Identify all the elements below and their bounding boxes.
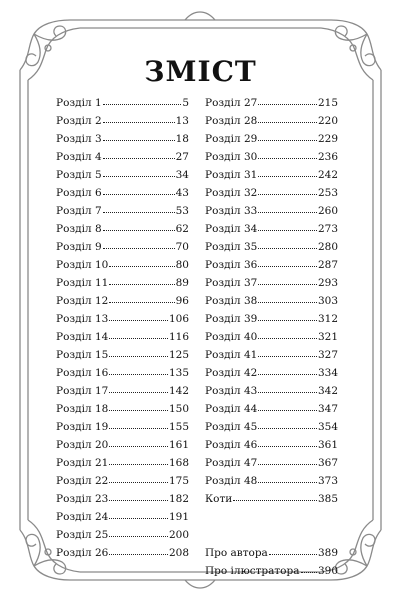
toc-entry [205, 201, 338, 219]
toc-entry-label: Розділ 25 [56, 529, 109, 541]
toc-entry-page-number: 175 [168, 475, 189, 487]
toc-dot-leader [258, 128, 317, 141]
toc-entry-label: Розділ 36 [205, 259, 258, 271]
toc-entry-page-number: 200 [168, 529, 189, 541]
toc-entry [56, 237, 189, 255]
toc-entry-page-number: 253 [317, 187, 338, 199]
toc-entry-label: Розділ 45 [205, 421, 258, 433]
toc-entry [56, 543, 189, 561]
toc-dot-leader [258, 146, 317, 159]
toc-dot-leader [109, 326, 168, 339]
toc-dot-leader [109, 254, 174, 267]
toc-entry [56, 435, 189, 453]
toc-dot-leader [109, 380, 168, 393]
toc-entry-label: Розділ 26 [56, 547, 109, 559]
toc-entry-page-number: 280 [317, 241, 338, 253]
toc-entry-page-number: 106 [168, 313, 189, 325]
toc-entry [205, 435, 338, 453]
toc-entry-label: Розділ 13 [56, 313, 109, 325]
toc-entry-label: Розділ 38 [205, 295, 258, 307]
toc-entry-page-number: 367 [317, 457, 338, 469]
toc-dot-leader [103, 182, 175, 195]
toc-entry-page-number: 155 [168, 421, 189, 433]
toc-entry [56, 147, 189, 165]
toc-entry-page-number: 342 [317, 385, 338, 397]
toc-dot-leader [258, 92, 317, 105]
toc-entry-page-number: 215 [317, 97, 338, 109]
toc-entry-label: Розділ 9 [56, 241, 102, 253]
toc-dot-leader [109, 542, 168, 555]
toc-entry-page-number: 390 [317, 565, 338, 577]
toc-entry [56, 417, 189, 435]
toc-entry-page-number: 150 [168, 403, 189, 415]
toc-dot-leader [109, 470, 168, 483]
toc-entry-page-number: 18 [175, 133, 189, 145]
toc-entry [205, 237, 338, 255]
toc-dot-leader [103, 236, 175, 249]
toc-entry-page-number: 321 [317, 331, 338, 343]
toc-dot-leader [109, 434, 168, 447]
toc-entry [56, 255, 189, 273]
toc-entry-page-number: 89 [175, 277, 189, 289]
toc-dot-leader [258, 416, 317, 429]
toc-entry-label: Розділ 33 [205, 205, 258, 217]
toc-entry-page-number: 5 [182, 97, 189, 109]
toc-entry-label: Про автора [205, 547, 268, 559]
toc-dot-leader [258, 254, 317, 267]
toc-entry [205, 345, 338, 363]
toc-entry [56, 363, 189, 381]
toc-entry [205, 129, 338, 147]
toc-dot-leader [109, 344, 168, 357]
page-title: ЗМІСТ [144, 55, 257, 88]
toc-entry-label: Розділ 29 [205, 133, 258, 145]
toc-entry-page-number: 229 [317, 133, 338, 145]
toc-entry [205, 399, 338, 417]
toc-entry-page-number: 161 [168, 439, 189, 451]
toc-entry-page-number: 96 [175, 295, 189, 307]
toc-entry [56, 489, 189, 507]
toc-entry [205, 471, 338, 489]
toc-entry-label: Розділ 37 [205, 277, 258, 289]
toc-entry [56, 201, 189, 219]
toc-entry [205, 561, 338, 579]
toc-dot-leader [109, 416, 168, 429]
toc-spacer [205, 507, 338, 543]
toc-entry [205, 381, 338, 399]
toc-entry-page-number: 327 [317, 349, 338, 361]
toc-entry-page-number: 312 [317, 313, 338, 325]
toc-entry-label: Коти [205, 493, 233, 505]
toc-entry [56, 111, 189, 129]
toc-entry-page-number: 361 [317, 439, 338, 451]
toc-entry-label: Розділ 1 [56, 97, 102, 109]
toc-entry-label: Про ілюстратора [205, 565, 300, 577]
toc-dot-leader [258, 470, 317, 483]
toc-entry-page-number: 182 [168, 493, 189, 505]
toc-entry [205, 93, 338, 111]
toc-entry [56, 219, 189, 237]
toc-right-column [205, 93, 338, 579]
toc-entry-label: Розділ 10 [56, 259, 109, 271]
toc-dot-leader [258, 398, 317, 411]
toc-entry-page-number: 142 [168, 385, 189, 397]
toc-dot-leader [258, 236, 317, 249]
toc-left-column [56, 93, 189, 561]
toc-entry-label: Розділ 5 [56, 169, 102, 181]
toc-dot-leader [258, 344, 317, 357]
toc-entry-label: Розділ 4 [56, 151, 102, 163]
toc-entry-page-number: 125 [168, 349, 189, 361]
toc-entry [205, 489, 338, 507]
toc-dot-leader [258, 200, 317, 213]
toc-entry-label: Розділ 48 [205, 475, 258, 487]
toc-entry-page-number: 135 [168, 367, 189, 379]
toc-entry-label: Розділ 18 [56, 403, 109, 415]
toc-entry-label: Розділ 3 [56, 133, 102, 145]
toc-dot-leader [233, 488, 317, 501]
toc-entry-label: Розділ 35 [205, 241, 258, 253]
toc-entry-label: Розділ 46 [205, 439, 258, 451]
toc-dot-leader [103, 164, 175, 177]
toc-entry-label: Розділ 17 [56, 385, 109, 397]
toc-entry-page-number: 70 [175, 241, 189, 253]
toc-entry-label: Розділ 47 [205, 457, 258, 469]
toc-entry-page-number: 191 [168, 511, 189, 523]
toc-entry-page-number: 168 [168, 457, 189, 469]
toc-dot-leader [258, 434, 317, 447]
toc-entry [205, 363, 338, 381]
toc-entry-label: Розділ 43 [205, 385, 258, 397]
toc-entry-page-number: 373 [317, 475, 338, 487]
toc-entry-label: Розділ 11 [56, 277, 109, 289]
toc-entry-label: Розділ 42 [205, 367, 258, 379]
toc-entry [56, 93, 189, 111]
toc-entry [205, 291, 338, 309]
toc-entry-page-number: 116 [168, 331, 189, 343]
toc-entry [205, 453, 338, 471]
toc-dot-leader [103, 146, 175, 159]
toc-entry [56, 165, 189, 183]
toc-entry-page-number: 208 [168, 547, 189, 559]
toc-entry-label: Розділ 8 [56, 223, 102, 235]
toc-entry-page-number: 34 [175, 169, 189, 181]
toc-entry-label: Розділ 44 [205, 403, 258, 415]
toc-dot-leader [258, 272, 317, 285]
toc-entry [56, 381, 189, 399]
toc-dot-leader [109, 362, 168, 375]
toc-dot-leader [269, 542, 317, 555]
toc-entry [56, 309, 189, 327]
toc-entry-page-number: 293 [317, 277, 338, 289]
toc-entry-label: Розділ 16 [56, 367, 109, 379]
toc-entry [56, 327, 189, 345]
toc-entry-label: Розділ 40 [205, 331, 258, 343]
toc-entry-label: Розділ 7 [56, 205, 102, 217]
toc-entry-label: Розділ 19 [56, 421, 109, 433]
toc-dot-leader [258, 218, 317, 231]
toc-entry-label: Розділ 30 [205, 151, 258, 163]
toc-entry-label: Розділ 22 [56, 475, 109, 487]
toc-entry-page-number: 80 [175, 259, 189, 271]
toc-entry-page-number: 385 [317, 493, 338, 505]
toc-entry [56, 507, 189, 525]
toc-entry-label: Розділ 24 [56, 511, 109, 523]
toc-entry-page-number: 220 [317, 115, 338, 127]
toc-entry [205, 111, 338, 129]
toc-entry-page-number: 53 [175, 205, 189, 217]
toc-entry [56, 345, 189, 363]
toc-entry-label: Розділ 2 [56, 115, 102, 127]
toc-entry [56, 525, 189, 543]
toc-dot-leader [109, 398, 168, 411]
toc-dot-leader [258, 182, 317, 195]
toc-dot-leader [258, 452, 317, 465]
toc-entry [56, 471, 189, 489]
toc-dot-leader [109, 272, 174, 285]
toc-entry [205, 309, 338, 327]
toc-dot-leader [258, 164, 317, 177]
toc-dot-leader [109, 524, 168, 537]
toc-entry-page-number: 354 [317, 421, 338, 433]
toc-entry-label: Розділ 27 [205, 97, 258, 109]
toc-dot-leader [301, 560, 317, 573]
toc-entry [56, 129, 189, 147]
toc-entry-page-number: 334 [317, 367, 338, 379]
toc-entry-label: Розділ 34 [205, 223, 258, 235]
toc-entry [56, 183, 189, 201]
toc-entry [205, 147, 338, 165]
toc-entry [205, 255, 338, 273]
toc-entry-label: Розділ 15 [56, 349, 109, 361]
toc-dot-leader [258, 308, 317, 321]
toc-entry [56, 399, 189, 417]
toc-entry-page-number: 43 [175, 187, 189, 199]
toc-dot-leader [103, 110, 175, 123]
toc-dot-leader [109, 506, 168, 519]
toc-entry-page-number: 13 [175, 115, 189, 127]
toc-entry-page-number: 236 [317, 151, 338, 163]
toc-entry [205, 327, 338, 345]
toc-entry-page-number: 27 [175, 151, 189, 163]
toc-entry-page-number: 347 [317, 403, 338, 415]
toc-entry-page-number: 273 [317, 223, 338, 235]
toc-entry-label: Розділ 32 [205, 187, 258, 199]
toc-entry-label: Розділ 41 [205, 349, 258, 361]
toc-entry [205, 219, 338, 237]
toc-entry [205, 273, 338, 291]
toc-entry-label: Розділ 31 [205, 169, 258, 181]
toc-entry [205, 417, 338, 435]
toc-entry-page-number: 62 [175, 223, 189, 235]
toc-entry-label: Розділ 14 [56, 331, 109, 343]
toc-dot-leader [103, 128, 175, 141]
toc-entry-page-number: 242 [317, 169, 338, 181]
toc-dot-leader [109, 452, 168, 465]
toc-dot-leader [258, 362, 317, 375]
toc-entry-label: Розділ 6 [56, 187, 102, 199]
toc-dot-leader [103, 200, 175, 213]
toc-dot-leader [258, 326, 317, 339]
toc-dot-leader [258, 380, 317, 393]
toc-entry [56, 453, 189, 471]
toc-dot-leader [109, 488, 168, 501]
toc-entry-label: Розділ 39 [205, 313, 258, 325]
toc-entry-page-number: 389 [317, 547, 338, 559]
toc-entry [205, 543, 338, 561]
toc-entry [205, 183, 338, 201]
toc-entry [56, 291, 189, 309]
toc-entry-label: Розділ 23 [56, 493, 109, 505]
toc-entry-label: Розділ 12 [56, 295, 109, 307]
toc-dot-leader [258, 290, 317, 303]
toc-entry-label: Розділ 20 [56, 439, 109, 451]
toc-dot-leader [103, 92, 182, 105]
toc-entry-label: Розділ 21 [56, 457, 109, 469]
toc-dot-leader [258, 110, 317, 123]
toc-entry-page-number: 303 [317, 295, 338, 307]
toc-dot-leader [109, 308, 168, 321]
toc-entry-page-number: 287 [317, 259, 338, 271]
toc-dot-leader [103, 218, 175, 231]
toc-entry [205, 165, 338, 183]
toc-entry-page-number: 260 [317, 205, 338, 217]
toc-entry [56, 273, 189, 291]
toc-dot-leader [109, 290, 174, 303]
toc-entry-label: Розділ 28 [205, 115, 258, 127]
